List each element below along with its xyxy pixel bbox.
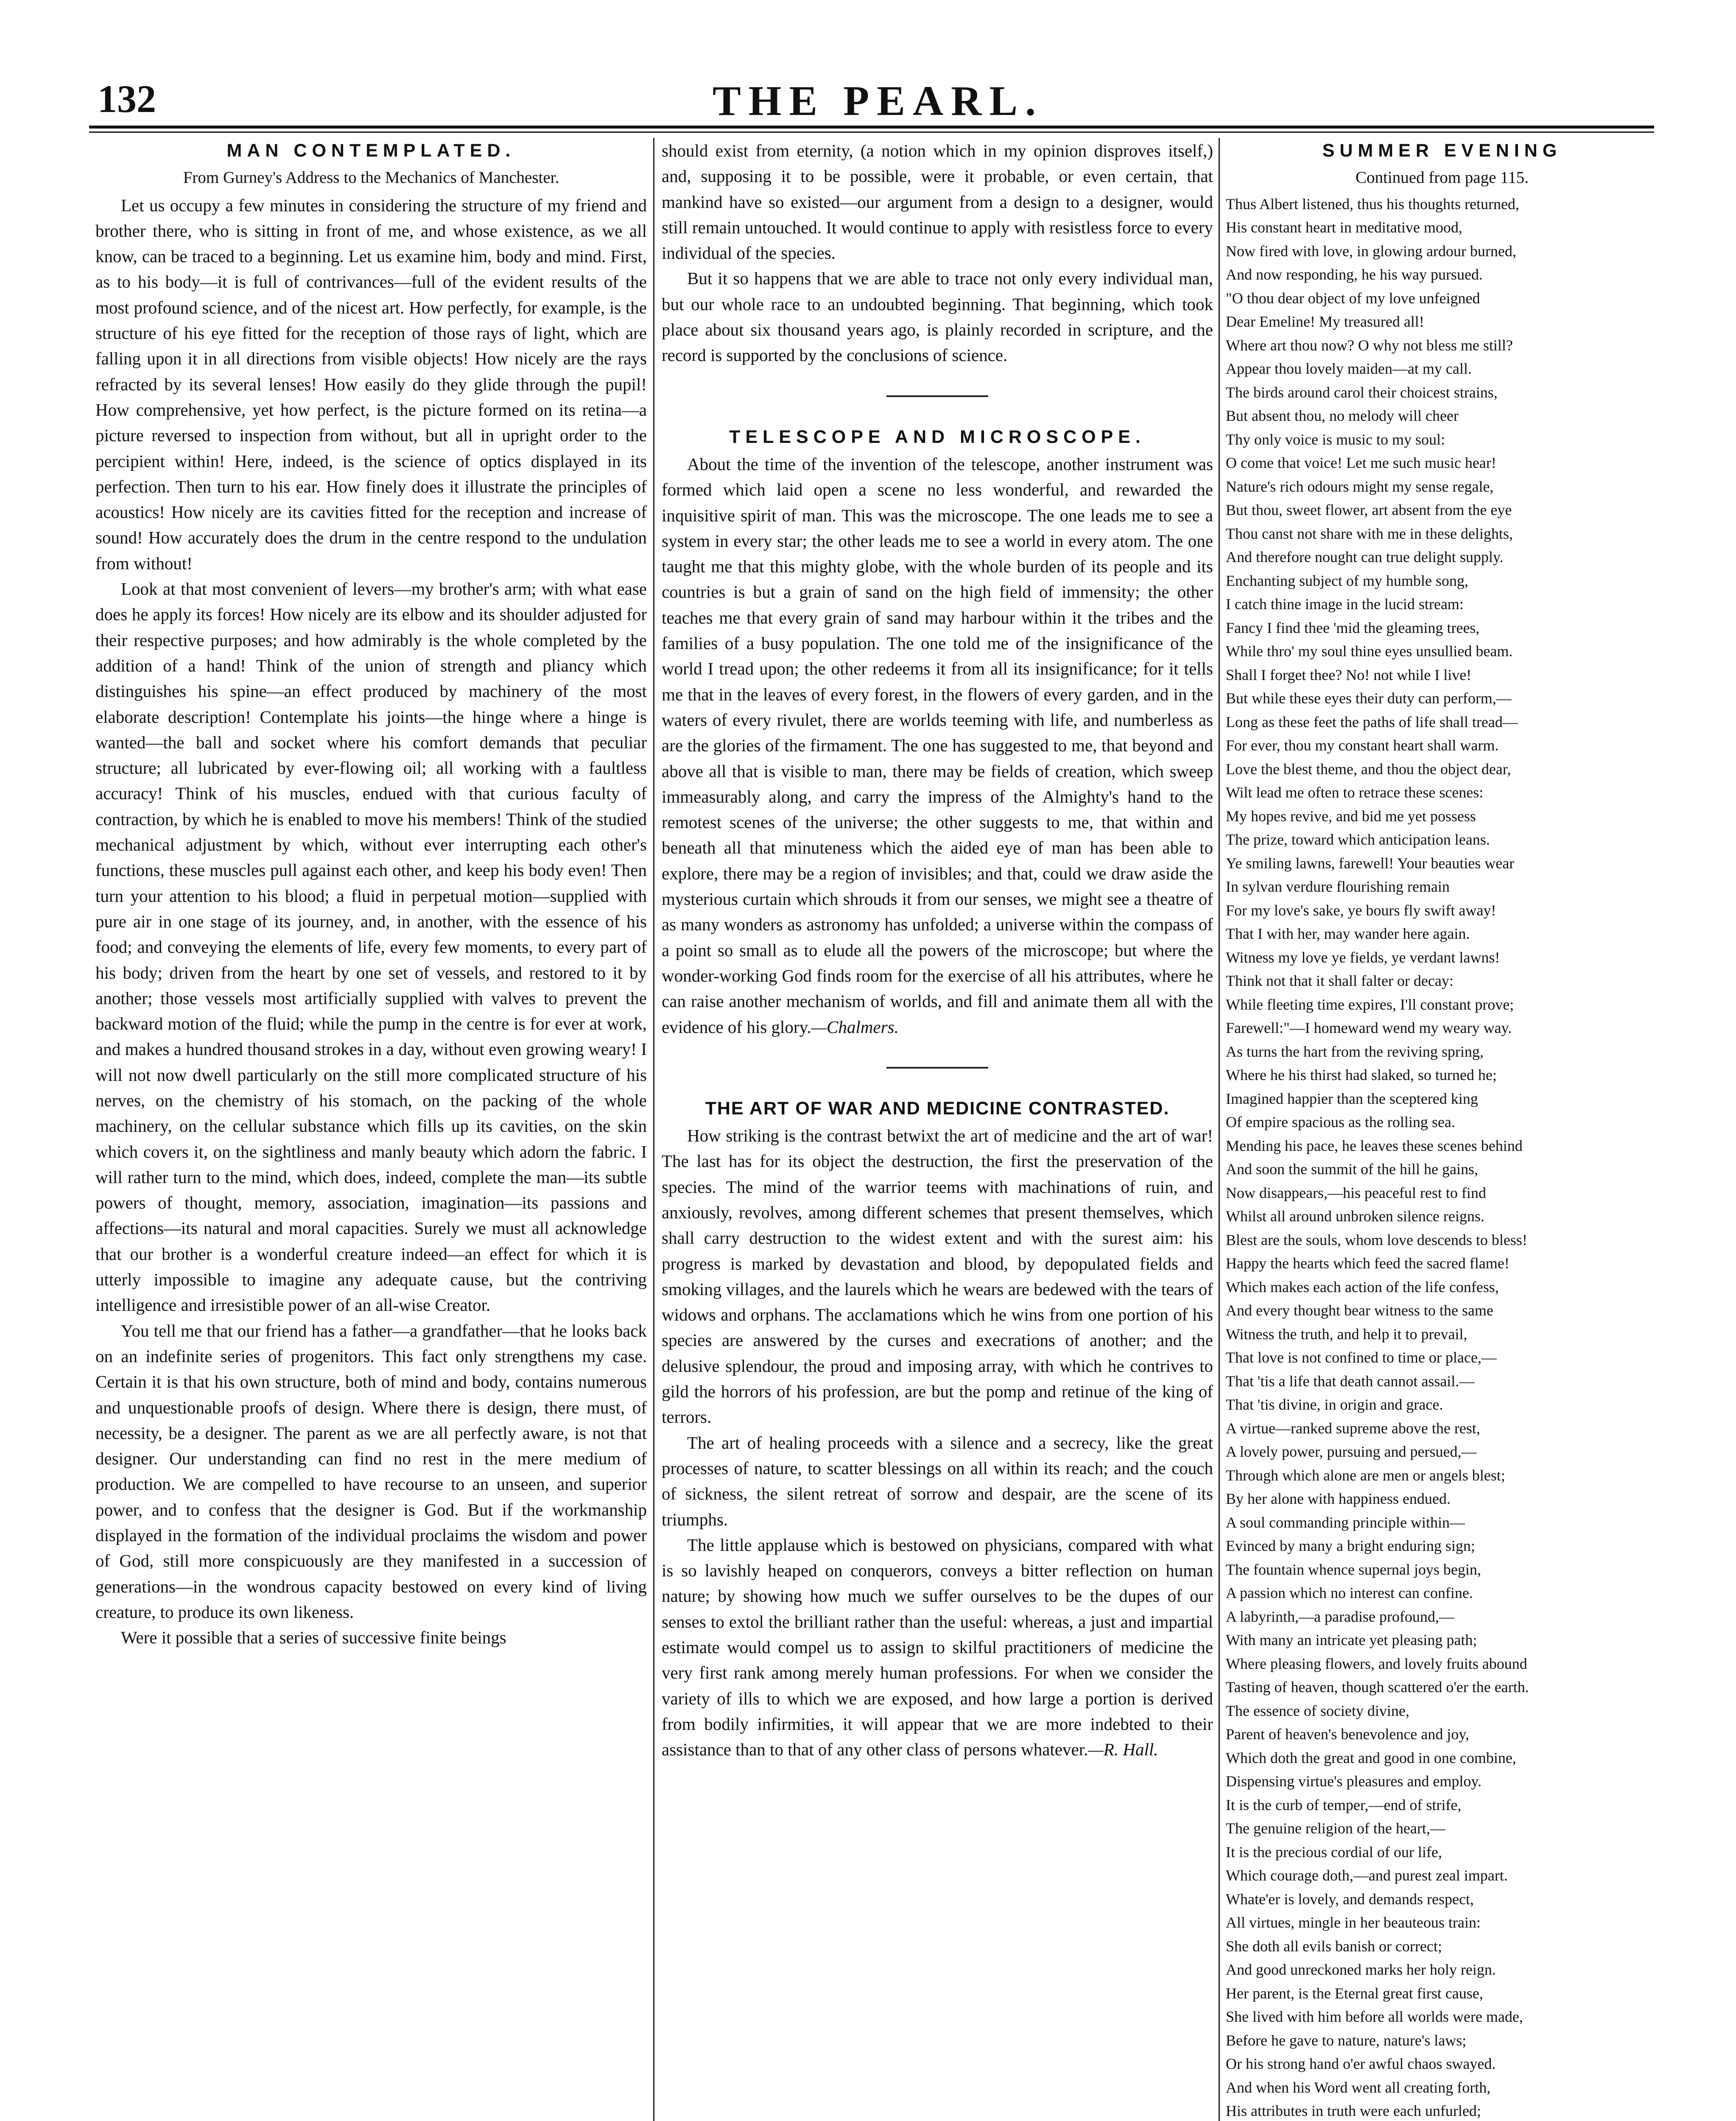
poem-line: A passion which no interest can confine.	[1226, 1584, 1473, 1602]
poem-line: Where he his thirst had slaked, so turned he;	[1226, 1066, 1497, 1084]
article-paragraph: But it so happens that we are able to trace not only every individual man, but our whole race to an undoubted beginning. That beginning, which took place about six thousand years ago, is plainly recorded in scripture, and the record is supported by the conclusions of science.	[662, 269, 1213, 365]
poem-line: It is the precious cordial of our life,	[1226, 1843, 1442, 1861]
article-paragraph: Let us occupy a few minutes in considering the structure of my friend and brother there, who is sitting in front of me, and whose existence, as we all know, can be traced to a beginning. Let us examine him, body and mind. First, as to his body—it is full of contrivances—full of the evident results of the most profound science, and of the nicest art. How perfectly, for example, is the structure of his eye fitted for the reception of those rays of light, which are falling upon it in all directions from visible objects! How nicely are the rays refracted by its several lenses! How easily do they glide through the pupil! How comprehensive, yet how perfect, is the picture formed on its retina—a picture reversed to inspection from without, but all in upright order to the percipient within! Here, indeed, is the science of optics displayed in its perfection. Then turn to his ear. How finely does it illustrate the principles of acoustics! How nicely are its cavities fitted for the reception and increase of sound! How accurately does the drum in the centre respond to the undulation from without!	[95, 195, 647, 573]
poem-line: Nature's rich odours might my sense regale,	[1226, 478, 1494, 495]
column-divider-1	[653, 138, 654, 2121]
article-source: From Gurney's Address to the Mechanics of Manchester.	[183, 168, 559, 187]
poem-line: But while these eyes their duty can perform,—	[1226, 690, 1512, 707]
poem-line: "O thou dear object of my love unfeigned	[1226, 289, 1480, 307]
article-paragraph: Look at that most convenient of levers—my brother's arm; with what ease does he apply its forces! How nicely are its elbow and its shoulder adjusted for their respective purposes; and how admirably is the whole completed by the addition of a hand! Think of the union of strength and pliancy which distinguishes his spine—an effect produced by machinery of the most elaborate description! Contemplate his joints—the hinge where a hinge is wanted—the ball and socket where his comfort demands that peculiar structure; all lubricated by ever-flowing oil; all working with a faultless accuracy! Think of his muscles, endued with that curious faculty of contraction, by which he is enabled to move his members! Think of the studied mechanical adjustment by which, without ever interrupting each other's functions, these muscles pull against each other, and keep his body even! Then turn your attention to his blood; a fluid in perpetual motion—supplied with pure air in one stage of its journey, and, in another, with the essence of his food; and conveying the elements of life, every few moments, to every part of his body; driven from the heart by one set of vessels, and restored to it by another; those vessels most artificially supplied with valves to prevent the backward motion of the fluid; while the pump in the centre is for ever at work, and makes a hundred thousand strokes in a day, without even growing weary! I will not now dwell particularly on the still more complicated structure of his nerves, on the chemistry of his stomach, on the packing of the whole machinery, on the cellular substance which fills up its cavities, on the skin which covers it, on the sightliness and manly beauty which adorn the fabric. I will rather turn to the mind, which does, indeed, complete the man—its subtle powers of thought, memory, association, imagination—its passions and affections—its natural and moral capacities. Surely we must all acknowledge that our brother is a wonderful creature indeed—an effect for which it is utterly impossible to imagine any adequate cause, but the contriving intelligence and irresistible power of an all-wise Creator.	[95, 579, 647, 1315]
poem-line: Now disappears,—his peaceful rest to find	[1226, 1184, 1486, 1201]
poem-line: A labyrinth,—a paradise profound,—	[1226, 1608, 1454, 1625]
poem-line: It is the curb of temper,—end of strife,	[1226, 1796, 1462, 1813]
poem-line: As turns the hart from the reviving spring,	[1226, 1043, 1484, 1060]
poem-line: She lived with him before all worlds were made,	[1226, 2008, 1523, 2026]
article-paragraph: Were it possible that a series of successive finite beings	[121, 1628, 506, 1648]
article-title-telescope: TELESCOPE AND MICROSCOPE.	[729, 426, 1146, 447]
page-header	[98, 59, 1658, 123]
poem-line: But thou, sweet flower, art absent from the eye	[1226, 501, 1512, 519]
poem-line: Tasting of heaven, though scattered o'er the earth.	[1226, 1679, 1529, 1696]
poem-line: Thus Albert listened, thus his thoughts returned,	[1226, 195, 1519, 213]
header-rule-thick	[89, 126, 1654, 129]
poem-line: The birds around carol their choicest strains,	[1226, 383, 1498, 401]
poem-line: And good unreckoned marks her holy reign.	[1226, 1961, 1496, 1978]
poem-line: That 'tis divine, in origin and grace.	[1226, 1396, 1443, 1413]
masthead: THE PEARL.	[712, 77, 1044, 124]
page-number: 132	[98, 77, 156, 120]
poem-line: Which courage doth,—and purest zeal impart.	[1226, 1867, 1508, 1884]
poem-line: Now fired with love, in glowing ardour burned,	[1226, 242, 1516, 260]
article-paragraph: The art of healing proceeds with a silence and a secrecy, like the great processes of nature, to scatter blessings on all within its reach; and the couch of sickness, the silent retreat of sorrow and despair, are the scene of its triumphs.	[662, 1433, 1213, 1529]
poem-line: Blest are the souls, whom love descends to bless!	[1226, 1231, 1527, 1248]
poem-line: And therefore nought can true delight supply.	[1226, 548, 1504, 566]
article-title-war-medicine: THE ART OF WAR AND MEDICINE CONTRASTED.	[705, 1098, 1170, 1119]
poem-line: Or his strong hand o'er awful chaos swayed.	[1226, 2055, 1496, 2073]
poem-line: Wilt lead me often to retrace these scenes:	[1226, 784, 1484, 801]
poem-line: And now responding, he his way pursued.	[1226, 266, 1483, 283]
poem-line: Farewell:"—I homeward wend my weary way.	[1226, 1019, 1512, 1037]
poem-line: His constant heart in meditative mood,	[1226, 219, 1462, 236]
poem-line: Which makes each action of the life confess,	[1226, 1278, 1499, 1296]
poem-continued-note: Continued from page 115.	[1356, 168, 1529, 187]
poem-line: Where pleasing flowers, and lovely fruits abound	[1226, 1655, 1527, 1672]
author-signature: —Chalmers.	[811, 1017, 899, 1037]
poem-line: A lovely power, pursuing and persued,—	[1226, 1443, 1477, 1461]
poem-line: Whate'er is lovely, and demands respect,	[1226, 1890, 1474, 1908]
poem-line: A virtue—ranked supreme above the rest,	[1226, 1419, 1480, 1437]
column-divider-2	[1219, 138, 1220, 2121]
poem-line: Love the blest theme, and thou the object dear,	[1226, 760, 1511, 778]
poem-line: That I with her, may wander here again.	[1226, 925, 1470, 943]
section-divider	[886, 395, 988, 397]
poem-line: With many an intricate yet pleasing path;	[1226, 1631, 1477, 1649]
poem-line: Her parent, is the Eternal great first cause,	[1226, 1984, 1483, 2002]
poem-line: Thou canst not share with me in these delights,	[1226, 525, 1513, 542]
poem-line: The fountain whence supernal joys begin,	[1226, 1561, 1481, 1578]
poem-line: I catch thine image in the lucid stream:	[1226, 596, 1464, 613]
poem-line: By her alone with happiness endued.	[1226, 1490, 1451, 1508]
poem-line: Before he gave to nature, nature's laws;	[1226, 2031, 1467, 2049]
poem-line: The essence of society divine,	[1226, 1702, 1409, 1719]
poem-line: Where art thou now? O why not bless me still?	[1226, 336, 1513, 354]
poem-line: She doth all evils banish or correct;	[1226, 1937, 1442, 1955]
article-paragraph: should exist from eternity, (a notion which in my opinion disproves itself,) and, supposing it to be possible, were it probable, or even certain, that mankind have so existed—our argument from a design to a designer, would still remain untouched. It would continue to apply with resistless force to every individual of the species.	[662, 141, 1213, 263]
poem-line: A soul commanding principle within—	[1226, 1514, 1465, 1531]
poem-line: Witness the truth, and help it to prevail,	[1226, 1325, 1468, 1343]
poem-line: And when his Word went all creating forth,	[1226, 2079, 1491, 2096]
poem-line: But absent thou, no melody will cheer	[1226, 407, 1459, 425]
poem-line: O come that voice! Let me such music hear!	[1226, 454, 1496, 472]
article-title-man-contemplated: MAN CONTEMPLATED.	[226, 140, 516, 161]
poem-line: My hopes revive, and bid me yet possess	[1226, 807, 1476, 825]
poem-line: Through which alone are men or angels blest;	[1226, 1466, 1505, 1484]
poem-line: Thy only voice is music to my soul:	[1226, 431, 1445, 448]
poem-line: Ye smiling lawns, farewell! Your beauties wear	[1226, 854, 1515, 872]
poem-line: Witness my love ye fields, ye verdant lawns!	[1226, 949, 1500, 966]
article-paragraph: About the time of the invention of the telescope, another instrument was formed which laid open a scene no less wonderful, and rewarded the inquisitive spirit of man. This was the microscope. The one leads me to see a system in every star; the other leads me to see a world in every atom. The one taught me that this mighty globe, with the whole burden of its people and its countries is but a grain of sand on the high field of immensity; the other teaches me that every grain of sand may harbour within it the tribes and the families of a busy population. The one told me of the insignificance of the world I tread upon; the other redeems it from all its insignificance; for it tells me that in the leaves of every forest, in the flowers of every garden, and in the waters of every rivulet, there are worlds teeming with life, and numberless as are the glories of the firmament. The one has suggested to me, that beyond and above all that is visible to man, there may be fields of creation, which sweep immeasurably along, and carry the impress of the Almighty's hand to the remotest scenes of the universe; the other suggests to me, that within and beneath all that minuteness which the aided eye of man has been able to explore, there may be a region of invisibles; and that, could we draw aside the mysterious curtain which shrouds it from our senses, we might see a theatre of as many wonders as astronomy has unfolded; a universe within the compass of a point so small as to elude all the powers of the microscope; but where the wonder-working God finds room for the exercise of all his attributes, where he can raise another mechanism of worlds, and fill and animate them all with the evidence of his glory.—Chalmers.	[662, 454, 1213, 1037]
poem-line: While fleeting time expires, I'll constant prove;	[1226, 996, 1514, 1013]
poem-line: And every thought bear witness to the same	[1226, 1302, 1493, 1319]
poem-line: For my love's sake, ye bours fly swift away!	[1226, 901, 1496, 919]
poem-body	[1226, 193, 1658, 2121]
poem-line: Dear Emeline! My treasured all!	[1226, 313, 1424, 330]
poem-line: Long as these feet the paths of life shall tread—	[1226, 713, 1518, 730]
poem-line: Enchanting subject of my humble song,	[1226, 572, 1468, 589]
poem-line: Of empire spacious as the rolling sea.	[1226, 1114, 1455, 1131]
article-paragraph: How striking is the contrast betwixt the art of medicine and the art of war! The last has for its object the destruction, the first the preservation of the species. The mind of the warrior teems with machinations of ruin, and anxiously, revolves, among different schemes that present themselves, which shall carry destruction to the widest extent and with the surest aim: his progress is marked by devastation and blood, by depopulated fields and smoking villages, and the laurels which he wears are bedewed with the tears of widows and orphans. The acclamations which he wins from one portion of his species are answered by the curses and execrations of another; and the delusive splendour, the proud and imposing array, with which he contrives to gild the horrors of his profession, are but the pomp and retinue of the king of terrors.	[662, 1126, 1213, 1427]
poem-line: In sylvan verdure flourishing remain	[1226, 878, 1450, 895]
poem-line: Fancy I find thee 'mid the gleaming trees,	[1226, 619, 1480, 636]
poem-line: Imagined happier than the sceptered king	[1226, 1090, 1478, 1107]
poem-line: Mending his pace, he leaves these scenes behind	[1226, 1137, 1523, 1154]
poem-line: The prize, toward which anticipation leans.	[1226, 831, 1490, 848]
poem-line: His attributes in truth were each unfurled;	[1226, 2102, 1481, 2120]
column-2	[662, 138, 1213, 2121]
poem-line: That 'tis a life that death cannot assail.—	[1226, 1372, 1475, 1390]
section-divider	[886, 1067, 988, 1069]
column-3	[1226, 138, 1658, 2121]
poem-line: Dispensing virtue's pleasures and employ.	[1226, 1773, 1482, 1790]
poem-line: Appear thou lovely maiden—at my call.	[1226, 360, 1472, 378]
poem-line: Parent of heaven's benevolence and joy,	[1226, 1726, 1469, 1743]
poem-line: All virtues, mingle in her beauteous train:	[1226, 1914, 1481, 1931]
poem-line: Which doth the great and good in one combine,	[1226, 1749, 1516, 1766]
poem-line: That love is not confined to time or place,—	[1226, 1349, 1497, 1366]
article-paragraph: You tell me that our friend has a father—a grandfather—that he looks back on an indefinite series of progenitors. This fact only strengthens my case. Certain it is that his own structure, both of mind and body, contains numerous and unquestionable proofs of design. Where there is design, there must, of necessity, be a designer. The parent as we are all perfectly aware, is not that designer. Our understanding can find no rest in the mere medium of production. We are compelled to have recourse to an unseen, and superior power, and to confess that the designer is God. But if the workmanship displayed in the formation of the individual proclaims the wisdom and power of God, still more conspicuously are they manifested in a succession of generations—in the wondrous capacity bestowed on every kind of living creature, to produce its own likeness.	[95, 1321, 647, 1622]
poem-line: While thro' my soul thine eyes unsullied beam.	[1226, 643, 1513, 660]
column-1	[95, 138, 647, 2121]
author-signature: —R. Hall.	[1088, 1740, 1158, 1760]
article-paragraph: The little applause which is bestowed on physicians, compared with what is so lavishly heaped on conquerors, conveys a bitter reflection on human nature; by showing how much we suffer ourselves to be the dupes of our senses to extol the brilliant rather than the useful: whereas, a just and impartial estimate would compel us to assign to skilful practitioners of medicine the very first rank among merely human professions. For when we consider the variety of ills to which we are exposed, and how large a portion is derived from bodily infirmities, it will appear that we are more indebted to their assistance than to that of any other class of persons whatever.—R. Hall.	[662, 1535, 1213, 1760]
header-rule-thin	[89, 132, 1654, 133]
poem-title: SUMMER EVENING	[1322, 140, 1562, 161]
poem-line: Evinced by many a bright enduring sign;	[1226, 1537, 1475, 1555]
poem-line: Happy the hearts which feed the sacred flame!	[1226, 1255, 1510, 1272]
poem-line: And soon the summit of the hill he gains,	[1226, 1161, 1478, 1178]
poem-line: Shall I forget thee? No! not while I live!	[1226, 666, 1472, 683]
poem-line: The genuine religion of the heart,—	[1226, 1820, 1445, 1837]
poem-line: For ever, thou my constant heart shall warm.	[1226, 737, 1499, 754]
poem-line: Whilst all around unbroken silence reigns.	[1226, 1208, 1484, 1225]
poem-line: Think not that it shall falter or decay:	[1226, 972, 1454, 990]
